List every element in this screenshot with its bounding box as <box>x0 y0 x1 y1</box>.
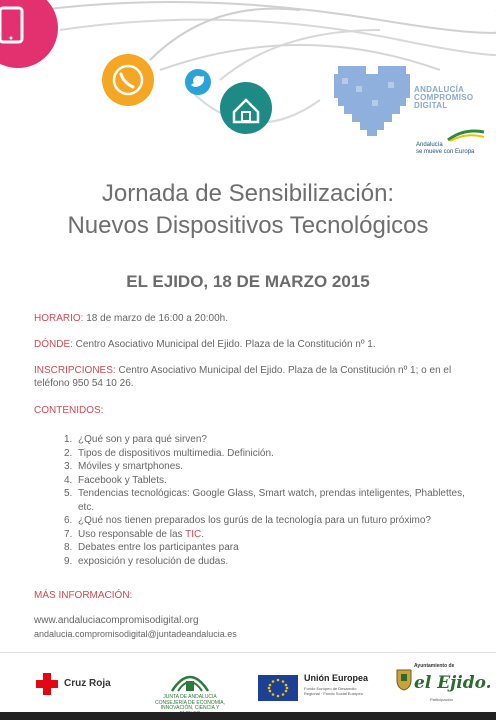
list-item <box>64 487 474 514</box>
list-item-number: 8. <box>64 542 73 553</box>
donde-label: DÓNDE: <box>34 339 73 350</box>
list-item <box>64 460 474 474</box>
list-item-text: ¿Qué nos tienen preparados los gurús de la tecnología para un futuro próximo? <box>78 515 431 526</box>
list-item <box>64 541 474 555</box>
home-icon <box>220 82 272 134</box>
tablet-icon <box>0 0 58 68</box>
horario-value: 18 de marzo de 16:00 a 20:00h. <box>83 313 229 324</box>
phone-icon <box>102 54 154 106</box>
list-item-number: 5. <box>64 488 73 499</box>
ue-funds-text: Fondo Europeo de Desarrollo Regional · Fondo Social Europeo <box>304 686 363 696</box>
list-item <box>64 474 474 488</box>
junta-emblem-icon <box>150 667 230 695</box>
junta-caption-line: JUNTA DE ANDALUCIA <box>163 694 217 700</box>
tag-line: se mueve con Europa <box>416 148 475 155</box>
horario-field <box>34 312 464 325</box>
red-cross-icon <box>36 673 58 695</box>
bottom-bar <box>0 712 496 720</box>
eu-flag-icon <box>258 675 298 701</box>
list-item-number: 1. <box>64 434 73 445</box>
inscripciones-label: INSCRIPCIONES: <box>34 365 116 376</box>
donde-field <box>34 338 464 351</box>
list-item <box>64 555 474 569</box>
email-link[interactable]: andalucia.compromisodigital@juntadeandalucia.es <box>34 629 237 639</box>
andalucia-europa-tag <box>416 128 496 158</box>
inscripciones-field <box>34 364 464 390</box>
donde-value: Centro Asociativo Municipal del Ejido. Plaza de la Constitución nº 1. <box>72 339 376 350</box>
list-item-number: 9. <box>64 555 73 567</box>
municipal-shield-icon <box>396 669 412 691</box>
brand-line: DIGITAL <box>414 101 448 110</box>
list-item-text: Tipos de dispositivos multimedia. Definición. <box>78 447 274 459</box>
twitter-bird-icon <box>185 69 211 95</box>
title-line-1: Jornada de Sensibilización: <box>101 180 395 207</box>
list-item <box>64 514 474 528</box>
ayuntamiento-header: Ayuntamiento de <box>414 663 455 669</box>
contents-list <box>64 433 474 568</box>
list-item <box>64 447 474 461</box>
union-europea-logo <box>258 669 378 705</box>
mas-info-label: MÁS INFORMACIÓN: <box>34 590 133 601</box>
list-item-number: 2. <box>64 447 73 459</box>
participacion-text: Participación <box>430 697 453 702</box>
list-item <box>64 433 474 447</box>
list-item-text: exposición y resolución de dudas. <box>78 555 229 567</box>
list-item-number: 6. <box>64 515 73 526</box>
inscripciones-value: Centro Asociativo Municipal del Ejido. Plaza de la Constitución nº 1; o en el teléfono 950 54 10 26. <box>34 365 452 389</box>
footer-logos <box>0 652 496 720</box>
list-item-highlight: TIC <box>185 528 202 540</box>
title-line-2: Nuevos Dispositivos Tecnológicos <box>67 212 429 239</box>
europa-tag-text <box>416 142 496 155</box>
brand-line: COMPROMISO <box>414 93 474 102</box>
ue-name: Unión Europea <box>304 673 369 683</box>
list-item-text: ¿Qué son y para qué sirven? <box>78 434 207 445</box>
list-item-suffix: . <box>201 528 204 540</box>
brand-line: ANDALUCÍA <box>414 85 465 94</box>
junta-andalucia-logo <box>150 667 230 711</box>
horario-label: HORARIO: <box>34 313 84 324</box>
header-illustration <box>0 0 496 170</box>
andalucia-flag-icon <box>446 128 486 142</box>
ayuntamiento-ejido-logo <box>396 663 492 709</box>
cruz-roja-name: Cruz Roja <box>64 678 111 689</box>
list-item-text: Móviles y smartphones. <box>78 461 184 472</box>
ayuntamiento-script-name: el Ejido. <box>414 673 492 693</box>
brand-text <box>414 86 494 110</box>
event-date-location: EL EJIDO, 18 DE MARZO 2015 <box>126 272 370 291</box>
list-item-number: 4. <box>64 474 73 486</box>
page-title <box>0 178 496 242</box>
list-item-number: 3. <box>64 461 73 472</box>
list-item-text: Facebook y Tablets. <box>78 474 167 486</box>
list-item <box>64 528 474 542</box>
tag-line: Andalucía <box>416 142 443 148</box>
list-item-text: Debates entre los participantes para <box>78 542 239 553</box>
website-link[interactable]: www.andaluciacompromisodigital.org <box>34 615 199 626</box>
list-item-text: Tendencias tecnológicas: Google Glass, Smart watch, prendas inteligentes, Phablettes, etc. <box>78 488 465 513</box>
list-item-text: Uso responsable de las <box>78 528 186 540</box>
list-item-number: 7. <box>64 528 73 540</box>
junta-caption-line: CONSEJERÍA DE ECONOMÍA, INNOVACIÓN, CIENCIA Y <box>154 699 225 711</box>
contenidos-label: CONTENIDOS: <box>34 405 104 416</box>
